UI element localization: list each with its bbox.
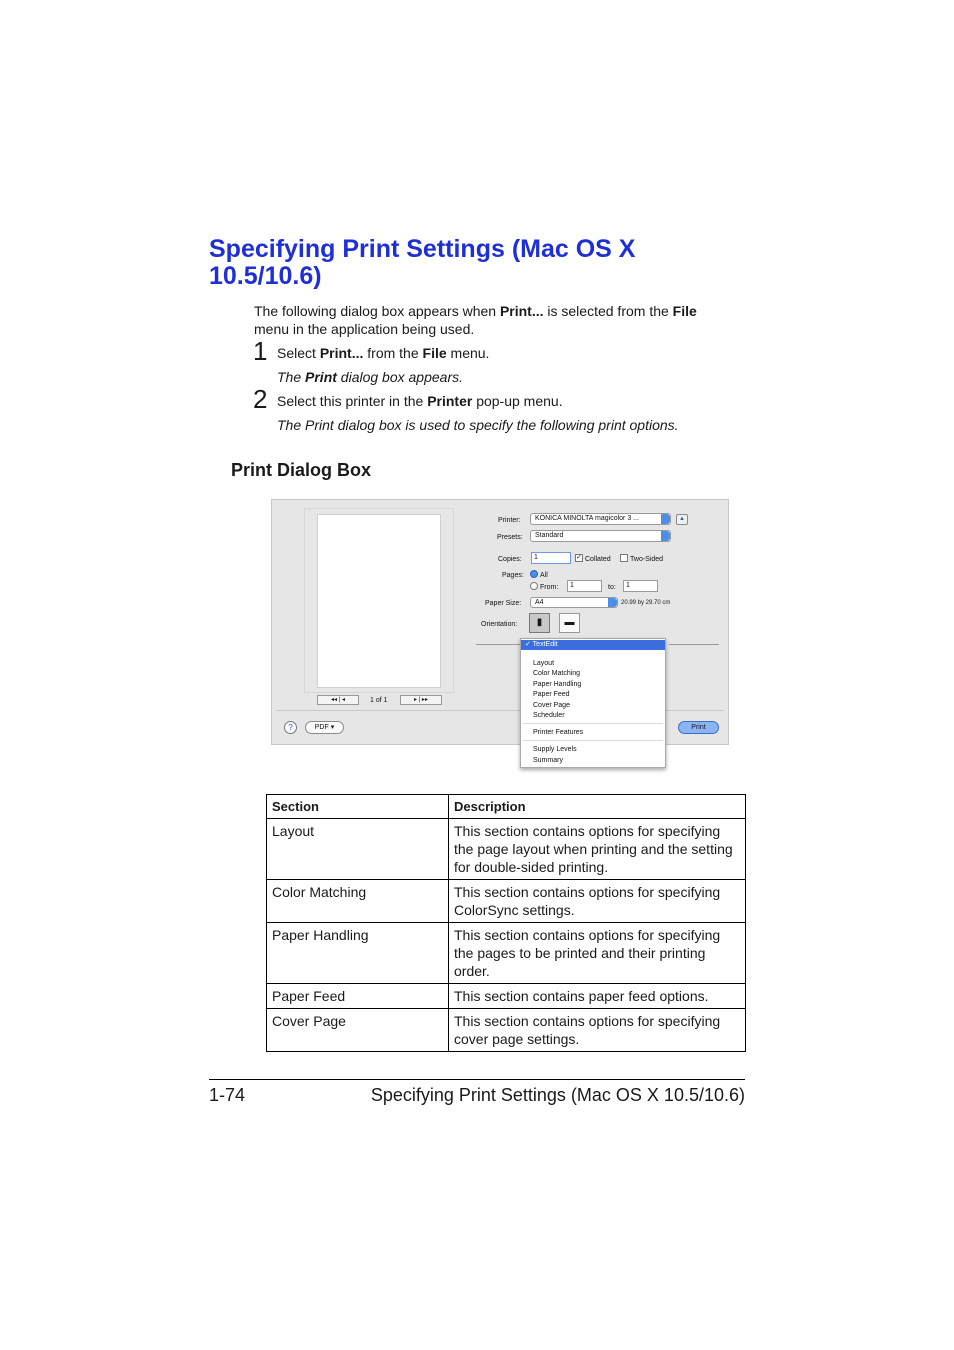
- menu-item[interactable]: Layout: [533, 660, 555, 667]
- menu-separator: [523, 723, 663, 724]
- popup-arrow-icon: [661, 514, 670, 524]
- menu-item[interactable]: Printer Features: [533, 729, 584, 736]
- orientation-label: Orientation:: [481, 621, 518, 628]
- menu-item[interactable]: Summary: [533, 757, 563, 764]
- portrait-icon: ▮: [536, 617, 543, 628]
- menu-item[interactable]: Paper Feed: [533, 691, 570, 698]
- step-2-text: [277, 392, 563, 410]
- from-input[interactable]: 1: [567, 580, 602, 592]
- menu-item[interactable]: Paper Handling: [533, 681, 582, 688]
- two-sided-checkbox[interactable]: [620, 554, 628, 562]
- portrait-orientation-button[interactable]: [529, 613, 550, 633]
- step-1-number: 1: [253, 336, 268, 366]
- footer-title: Specifying Print Settings (Mac OS X 10.5/10.6): [370, 1085, 745, 1105]
- presets-value: Standard: [535, 532, 564, 539]
- intro-paragraph: [254, 302, 734, 338]
- step-text-part: menu.: [446, 345, 490, 361]
- from-label: From:: [540, 584, 559, 591]
- copies-label: Copies:: [498, 556, 522, 563]
- step-bold-part: File: [422, 345, 447, 361]
- landscape-icon: ▬: [564, 617, 575, 628]
- column-header-section: Section: [267, 795, 449, 819]
- page-counter: 1 of 1: [370, 697, 388, 704]
- menu-separator: [523, 740, 663, 741]
- step-1-text: [277, 344, 489, 362]
- section-cell: Cover Page: [267, 1009, 449, 1052]
- section-description-table: [266, 794, 746, 1052]
- description-cell: This section contains options for specifying cover page settings.: [449, 1009, 746, 1052]
- step-2-number: 2: [253, 384, 268, 414]
- presets-label: Presets:: [497, 534, 523, 541]
- menu-item-textedit[interactable]: [521, 640, 665, 650]
- separator-left: [476, 644, 524, 645]
- table-row: [267, 984, 746, 1009]
- table-row: [267, 923, 746, 984]
- footer-rule: [209, 1079, 745, 1080]
- separator-right: [669, 644, 719, 645]
- result-text-part: dialog box appears.: [336, 369, 463, 385]
- intro-bold-file: File: [672, 303, 697, 319]
- menu-item[interactable]: Color Matching: [533, 670, 581, 677]
- table-row: [267, 1009, 746, 1052]
- step-bold-part: Print...: [319, 345, 364, 361]
- paper-size-label: Paper Size:: [485, 600, 522, 607]
- table-row: [267, 819, 746, 880]
- description-cell: This section contains options for specifying the pages to be printed and their printing order.: [449, 923, 746, 984]
- copies-input[interactable]: 1: [531, 552, 571, 564]
- presets-popup[interactable]: [530, 530, 671, 542]
- print-button[interactable]: Print: [678, 721, 719, 734]
- result-text-part: The: [277, 369, 306, 385]
- intro-text: is selected from the: [543, 303, 673, 319]
- section-cell: Paper Handling: [267, 923, 449, 984]
- popup-arrow-icon: [608, 598, 617, 607]
- column-header-description: Description: [449, 795, 746, 819]
- table-row: [267, 880, 746, 923]
- footer-page-number: 1-74: [209, 1085, 246, 1105]
- menu-item[interactable]: Scheduler: [533, 712, 565, 719]
- step-bold-part: Printer: [427, 393, 473, 409]
- section-cell: Color Matching: [267, 880, 449, 923]
- paper-size-popup[interactable]: [530, 597, 618, 608]
- popup-arrow-icon: [661, 531, 670, 541]
- all-label: All: [540, 572, 548, 579]
- intro-text: The following dialog box appears when: [254, 303, 500, 319]
- pages-from-radio[interactable]: [530, 582, 538, 590]
- menu-item-label: ✓ TextEdit: [525, 641, 558, 648]
- result-bold-part: Print: [305, 369, 337, 385]
- section-subheading: Print Dialog Box: [231, 460, 372, 480]
- landscape-orientation-button[interactable]: [559, 613, 580, 633]
- description-cell: This section contains paper feed options.: [449, 984, 746, 1009]
- step-text-part: Select this printer in the: [277, 393, 428, 409]
- printer-popup[interactable]: [530, 513, 671, 525]
- pages-label: Pages:: [502, 572, 524, 579]
- intro-text: menu in the application being used.: [254, 321, 475, 337]
- pages-all-radio[interactable]: [530, 570, 538, 578]
- printer-value: KONICA MINOLTA magicolor 3 ...: [535, 515, 639, 522]
- paper-size-value: A4: [535, 599, 544, 606]
- menu-item[interactable]: Cover Page: [533, 702, 570, 709]
- disclosure-triangle-icon[interactable]: ▲: [676, 514, 688, 525]
- preview-next-buttons[interactable]: ▸ | ▸▸: [400, 695, 442, 705]
- help-button[interactable]: ?: [284, 721, 297, 734]
- menu-item[interactable]: Supply Levels: [533, 746, 577, 753]
- section-cell: Paper Feed: [267, 984, 449, 1009]
- step-1-result: [277, 368, 463, 386]
- collated-label: Collated: [585, 556, 611, 563]
- page-title: Specifying Print Settings (Mac OS X 10.5/10.6): [209, 235, 636, 290]
- description-cell: This section contains options for specifying ColorSync settings.: [449, 880, 746, 923]
- step-text-part: Select: [277, 345, 320, 361]
- section-cell: Layout: [267, 819, 449, 880]
- collated-checkbox[interactable]: ✓: [576, 554, 582, 561]
- step-2-result: The Print dialog box is used to specify the following print options.: [277, 417, 679, 433]
- preview-frame: [304, 508, 454, 693]
- section-popup-menu: [520, 638, 666, 768]
- step-text-part: from the: [363, 345, 423, 361]
- printer-label: Printer:: [498, 517, 521, 524]
- two-sided-label: Two-Sided: [630, 556, 664, 563]
- intro-bold-print: Print...: [499, 303, 544, 319]
- to-label: to:: [608, 584, 616, 591]
- table-header-row: [267, 795, 746, 819]
- to-input[interactable]: 1: [623, 580, 658, 592]
- preview-prev-buttons[interactable]: ◂◂ | ◂: [317, 695, 359, 705]
- step-text-part: pop-up menu.: [472, 393, 563, 409]
- description-cell: This section contains options for specifying the page layout when printing and the setting for double-sided printing.: [449, 819, 746, 880]
- pdf-button[interactable]: PDF ▾: [305, 721, 344, 734]
- paper-dimensions: 20.99 by 29.70 cm: [621, 600, 671, 606]
